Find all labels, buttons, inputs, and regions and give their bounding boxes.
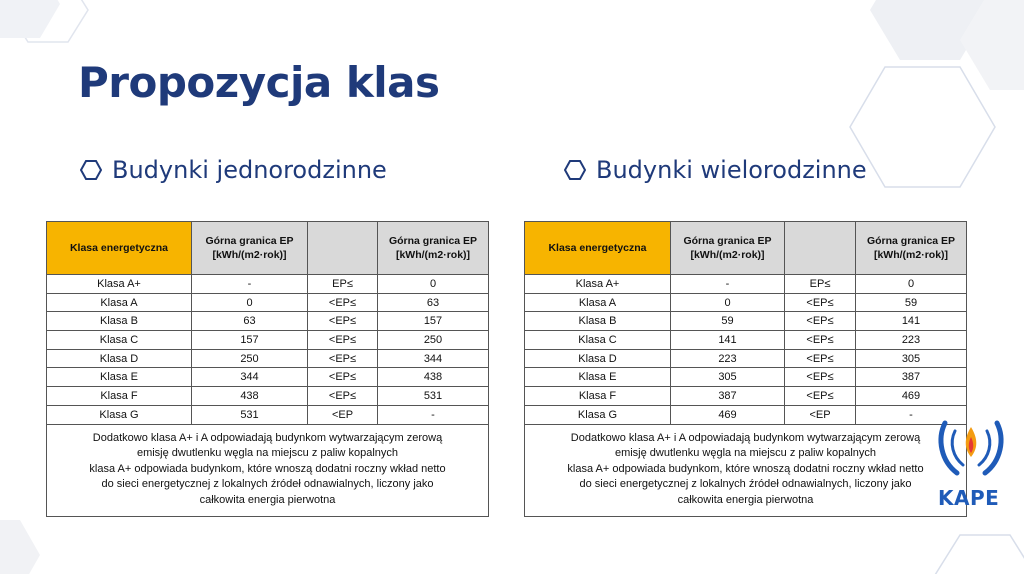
table-cell: 0: [378, 275, 489, 294]
table-cell: Klasa F: [525, 387, 671, 406]
table-cell: Klasa A+: [47, 275, 192, 294]
table-cell: <EP: [785, 405, 856, 424]
note-line: do sieci energetycznej z lokalnych źródeł odnawialnych, liczony jako: [579, 478, 912, 491]
table-cell: 157: [378, 312, 489, 331]
table-cell: Klasa B: [47, 312, 192, 331]
column-header: Klasa energetyczna: [47, 222, 192, 275]
table-row: [525, 349, 967, 368]
table-row: [47, 293, 489, 312]
column-header-line: Górna granica EP: [683, 235, 772, 247]
table-cell: 469: [671, 405, 785, 424]
table-cell: 63: [192, 312, 308, 331]
table-cell: Klasa B: [525, 312, 671, 331]
column-header: [671, 222, 785, 275]
column-header-empty: [785, 222, 856, 275]
section-heading-multi-family: [564, 156, 867, 184]
table-row: [47, 312, 489, 331]
table-cell: Klasa C: [47, 331, 192, 350]
table-row: [525, 312, 967, 331]
column-header-line: Górna granica EP: [388, 235, 478, 247]
note-line: emisję dwutlenku węgla na miejscu z paliw kopalnych: [136, 447, 399, 460]
table-cell: EP≤: [785, 275, 856, 294]
table-cell: 157: [192, 331, 308, 350]
note-line: do sieci energetycznej z lokalnych źródeł odnawialnych, liczony jako: [101, 478, 434, 491]
table-cell: 63: [378, 293, 489, 312]
table-row: [47, 275, 489, 294]
table-row: [525, 387, 967, 406]
table-cell: <EP≤: [785, 312, 856, 331]
table-note: [47, 424, 489, 517]
note-row: [47, 424, 489, 517]
table-cell: 531: [378, 387, 489, 406]
table-cell: -: [856, 405, 967, 424]
column-header-line: Górna granica EP: [205, 235, 294, 247]
column-header-line: [kWh/(m2·rok)]: [212, 249, 287, 261]
hexagon-bullet-icon: [564, 160, 586, 180]
table-cell: Klasa A: [47, 293, 192, 312]
note-line: całkowita energia pierwotna: [199, 493, 336, 506]
table-row: [525, 331, 967, 350]
section-heading-single-family: [80, 156, 387, 184]
table-cell: 305: [856, 349, 967, 368]
table-cell: 0: [856, 275, 967, 294]
table-cell: Klasa E: [525, 368, 671, 387]
table-cell: EP≤: [308, 275, 378, 294]
table-cell: Klasa G: [47, 405, 192, 424]
table-cell: 387: [856, 368, 967, 387]
table-cell: <EP≤: [785, 368, 856, 387]
note-line: całkowita energia pierwotna: [677, 493, 814, 506]
table-header-row: [47, 222, 489, 275]
logo-text: KAPE: [938, 486, 1000, 510]
table-note: [525, 424, 967, 517]
section-heading-label: Budynki wielorodzinne: [596, 156, 867, 184]
table-cell: Klasa F: [47, 387, 192, 406]
note-line: Dodatkowo klasa A+ i A odpowiadają budynkom wytwarzającym zerową: [570, 431, 921, 444]
note-line: Dodatkowo klasa A+ i A odpowiadają budynkom wytwarzającym zerową: [92, 431, 443, 444]
table-cell: 438: [378, 368, 489, 387]
kape-logo-icon: [935, 413, 1007, 487]
table-row: [525, 368, 967, 387]
note-line: emisję dwutlenku węgla na miejscu z paliw kopalnych: [614, 447, 877, 460]
table-cell: 223: [671, 349, 785, 368]
table-cell: -: [671, 275, 785, 294]
note-line: klasa A+ odpowiada budynkom, które wnoszą dodatni roczny wkład netto: [567, 462, 924, 475]
column-header-line: [kWh/(m2·rok)]: [873, 249, 949, 261]
table-cell: Klasa A+: [525, 275, 671, 294]
table-cell: 344: [378, 349, 489, 368]
table-cell: <EP≤: [785, 349, 856, 368]
column-header-empty: [308, 222, 378, 275]
table-cell: 250: [192, 349, 308, 368]
column-header: [378, 222, 489, 275]
table-cell: Klasa D: [47, 349, 192, 368]
column-header: [856, 222, 967, 275]
table-row: [525, 293, 967, 312]
note-row: [525, 424, 967, 517]
column-header-line: [kWh/(m2·rok)]: [395, 249, 471, 261]
table-cell: 250: [378, 331, 489, 350]
table-row: [525, 275, 967, 294]
column-header-line: Górna granica EP: [866, 235, 956, 247]
table-cell: 387: [671, 387, 785, 406]
table-row: [47, 405, 489, 424]
table-row: [47, 368, 489, 387]
note-line: klasa A+ odpowiada budynkom, które wnoszą dodatni roczny wkład netto: [89, 462, 446, 475]
table-cell: <EP≤: [308, 293, 378, 312]
table-cell: 141: [856, 312, 967, 331]
table-cell: Klasa A: [525, 293, 671, 312]
section-heading-label: Budynki jednorodzinne: [112, 156, 387, 184]
column-header: [192, 222, 308, 275]
table-cell: Klasa D: [525, 349, 671, 368]
table-cell: 438: [192, 387, 308, 406]
table-cell: 531: [192, 405, 308, 424]
table-row: [47, 349, 489, 368]
table-cell: <EP≤: [308, 368, 378, 387]
table-cell: 223: [856, 331, 967, 350]
table-cell: <EP≤: [308, 312, 378, 331]
table-row: [525, 405, 967, 424]
table-header-row: [525, 222, 967, 275]
table-row: [47, 387, 489, 406]
table-cell: <EP≤: [308, 349, 378, 368]
table-cell: <EP≤: [785, 331, 856, 350]
column-header: Klasa energetyczna: [525, 222, 671, 275]
table-cell: -: [192, 275, 308, 294]
table-cell: 0: [671, 293, 785, 312]
table-cell: <EP: [308, 405, 378, 424]
energy-class-table-multi-family: [524, 221, 967, 517]
table-cell: <EP≤: [308, 331, 378, 350]
table-row: [47, 331, 489, 350]
table-cell: -: [378, 405, 489, 424]
table-cell: Klasa G: [525, 405, 671, 424]
table-cell: 305: [671, 368, 785, 387]
table-cell: <EP≤: [785, 387, 856, 406]
table-cell: Klasa E: [47, 368, 192, 387]
table-cell: 469: [856, 387, 967, 406]
table-cell: 0: [192, 293, 308, 312]
table-cell: 344: [192, 368, 308, 387]
table-cell: 59: [671, 312, 785, 331]
column-header-line: [kWh/(m2·rok)]: [690, 249, 765, 261]
table-cell: 141: [671, 331, 785, 350]
table-cell: <EP≤: [785, 293, 856, 312]
table-cell: <EP≤: [308, 387, 378, 406]
hexagon-bullet-icon: [80, 160, 102, 180]
page-title: Propozycja klas: [78, 58, 440, 107]
energy-class-table-single-family: [46, 221, 489, 517]
table-cell: Klasa C: [525, 331, 671, 350]
table-cell: 59: [856, 293, 967, 312]
